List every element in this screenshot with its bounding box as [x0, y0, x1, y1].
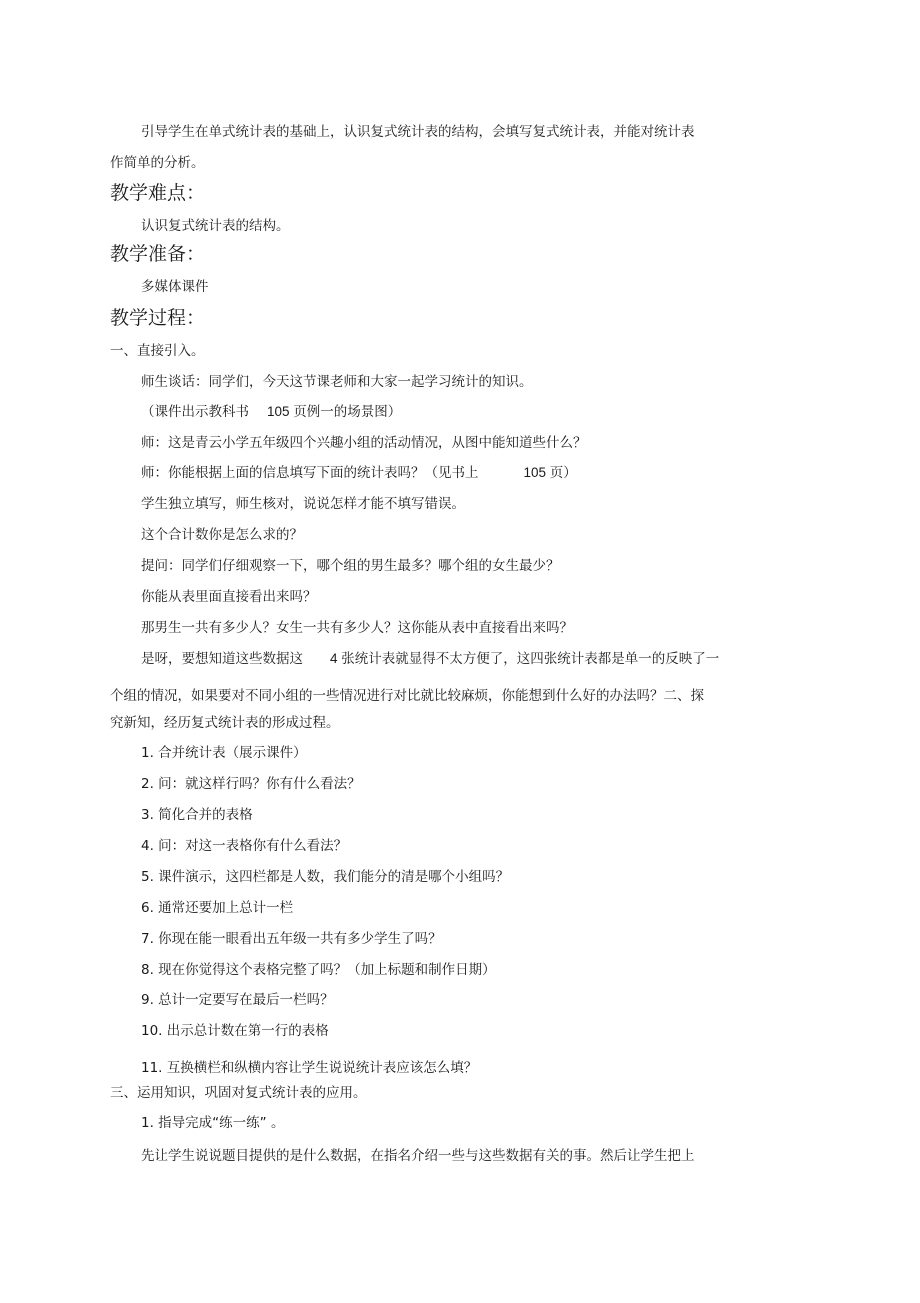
heading-teaching-preparation: 教学准备： — [110, 243, 206, 265]
section-1-line: 究新知，经历复式统计表的形成过程。 — [110, 715, 340, 731]
preparation-text: 多媒体课件 — [141, 279, 209, 295]
heading-teaching-process: 教学过程： — [110, 307, 206, 329]
objective-paragraph-line-2: 作简单的分析。 — [110, 155, 205, 171]
section-3-item: 1. 指导完成“练一练” 。 — [141, 1115, 285, 1131]
section-1-line — [141, 463, 577, 483]
section-1-line: 提问：同学们仔细观察一下，哪个组的男生最多？哪个组的女生最少？ — [141, 558, 560, 574]
line-part: 4 张统计表就显得不太方便了，这四张统计表都是单一的反映了一 — [330, 651, 720, 666]
section-2-item: 4. 问：对这一表格你有什么看法？ — [141, 838, 348, 854]
section-2-item: 7. 你现在能一眼看出五年级一共有多少学生了吗？ — [141, 931, 442, 947]
section-1-line — [141, 402, 401, 422]
section-2-item: 8. 现在你觉得这个表格完整了吗？（加上标题和制作日期） — [141, 962, 496, 978]
difficulty-text: 认识复式统计表的结构。 — [141, 218, 290, 234]
line-part: 105 页例一的场景图） — [267, 404, 402, 419]
line-part: （课件出示教科书 — [141, 404, 249, 420]
line-part: 师：你能根据上面的信息填写下面的统计表吗？（见书上 — [141, 465, 479, 481]
section-1-line: 个组的情况，如果要对不同小组的一些情况进行对比就比较麻烦，你能想到什么好的办法吗？二、探 — [110, 688, 704, 704]
section-3-title: 三、运用知识，巩固对复式统计表的应用。 — [110, 1085, 367, 1101]
section-1-title: 一、直接引入。 — [110, 343, 205, 359]
section-2-item: 11. 互换横栏和纵横内容让学生说说统计表应该怎么填？ — [141, 1060, 478, 1076]
section-1-line: 那男生一共有多少人？女生一共有多少人？这你能从表中直接看出来吗？ — [141, 620, 573, 636]
section-1-line — [141, 649, 719, 669]
section-1-line: 你能从表里面直接看出来吗？ — [141, 589, 317, 605]
section-2-item: 6. 通常还要加上总计一栏 — [141, 900, 294, 916]
section-1-line: 学生独立填写，师生核对，说说怎样才能不填写错误。 — [141, 496, 465, 512]
section-1-line: 师：这是青云小学五年级四个兴趣小组的活动情况，从图中能知道些什么？ — [141, 435, 587, 451]
section-2-item: 1. 合并统计表（展示课件） — [141, 745, 307, 761]
line-part: 是呀，要想知道这些数据这 — [141, 651, 303, 667]
section-2-item: 10. 出示总计数在第一行的表格 — [141, 1023, 329, 1039]
heading-teaching-difficulty: 教学难点： — [110, 182, 206, 204]
section-2-item: 5. 课件演示，这四栏都是人数，我们能分的清是哪个小组吗？ — [141, 869, 510, 885]
section-2-item: 2. 问：就这样行吗？你有什么看法？ — [141, 776, 361, 792]
objective-paragraph-line-1: 引导学生在单式统计表的基础上，认识复式统计表的结构，会填写复式统计表，并能对统计表 — [141, 124, 695, 140]
section-2-item: 9. 总计一定要写在最后一栏吗？ — [141, 992, 334, 1008]
section-3-line: 先让学生说说题目提供的是什么数据，在指名介绍一些与这些数据有关的事。然后让学生把上 — [141, 1148, 695, 1164]
section-1-line: 这个合计数你是怎么求的？ — [141, 527, 303, 543]
section-2-item: 3. 简化合并的表格 — [141, 807, 253, 823]
line-part: 105 页） — [523, 465, 577, 480]
section-1-line: 师生谈话：同学们，今天这节课老师和大家一起学习统计的知识。 — [141, 374, 533, 390]
